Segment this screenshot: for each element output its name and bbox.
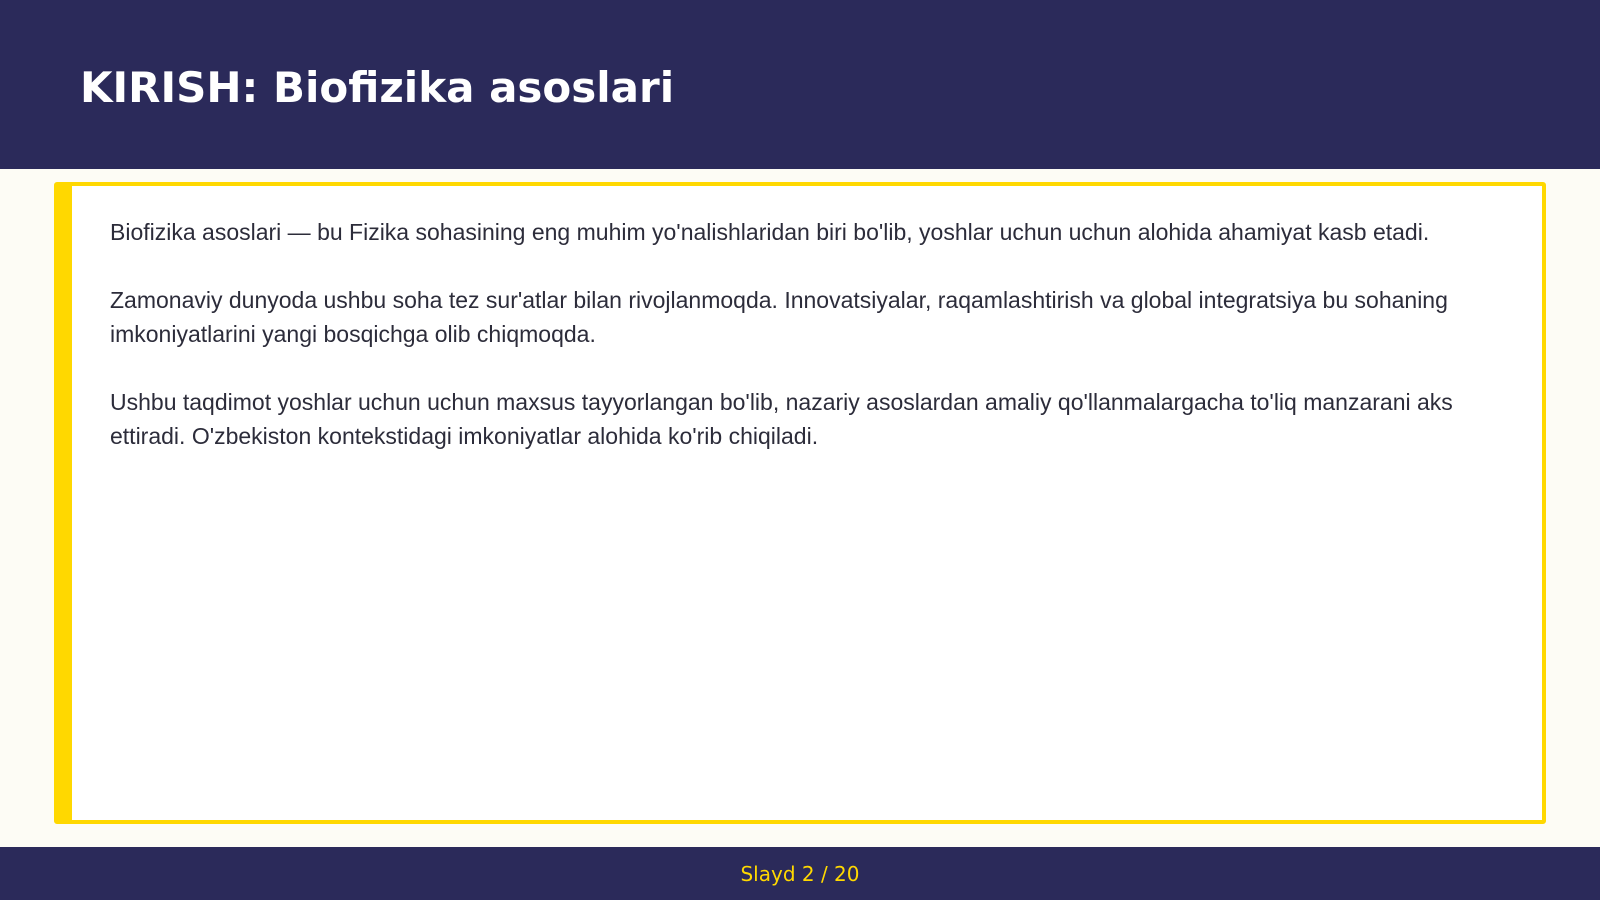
paragraph-presentation-scope: Ushbu taqdimot yoshlar uchun uchun maxsus tayyorlangan bo'lib, nazariy asoslardan amaliy qo'llanmalargacha to'liq manzarani aks ettiradi. O'zbekiston kontekstidagi imkoniyatlar alohida ko'rib chiqiladi. [110, 389, 1453, 449]
content-card [54, 182, 1546, 824]
slide-footer [0, 847, 1600, 900]
slide-header [0, 0, 1600, 169]
slide-title: KIRISH: Biofizika asoslari [80, 63, 675, 112]
slide-page-indicator: Slayd 2 / 20 [740, 862, 860, 886]
paragraph-intro: Biofizika asoslari — bu Fizika sohasining eng muhim yo'nalishlaridan biri bo'lib, yoshlar uchun uchun alohida ahamiyat kasb etadi. [110, 219, 1430, 245]
content-body [110, 215, 1510, 487]
paragraph-modern-world: Zamonaviy dunyoda ushbu soha tez sur'atlar bilan rivojlanmoqda. Innovatsiyalar, raqamlashtirish va global integratsiya bu sohaning imkoniyatlarini yangi bosqichga olib chiqmoqda. [110, 287, 1448, 347]
